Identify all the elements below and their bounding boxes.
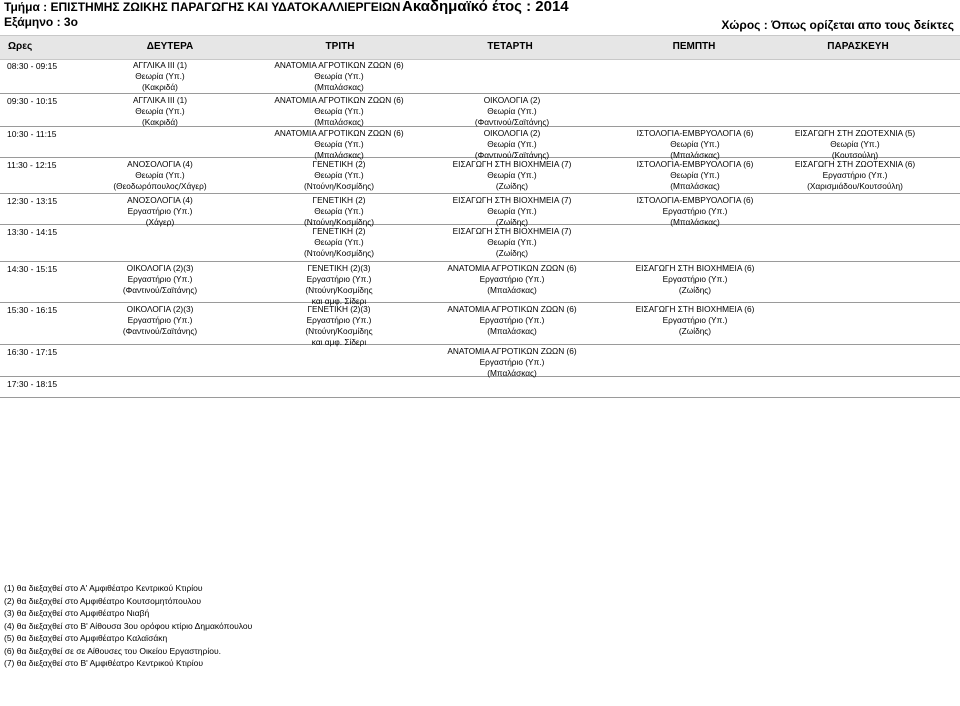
timetable-row (0, 158, 960, 194)
course-detail: Εργαστήριο (Υπ.) (306, 315, 372, 325)
course-detail: Εργαστήριο (Υπ.) (306, 274, 372, 284)
time-slot-label: 15:30 - 16:15 (7, 305, 58, 315)
course-detail: (Μπαλάσκας) (314, 82, 364, 92)
course-name: ΑΝΑΤΟΜΙΑ ΑΓΡΟΤΙΚΩΝ ΖΩΩΝ (6) (447, 346, 577, 356)
course-detail: Θεωρία (Υπ.) (487, 106, 537, 116)
footnote: (7) θα διεξαχθεί στο Β' Αμφιθέατρο Κεντρικού Κτιρίου (4, 658, 204, 668)
course-detail: (Ντούνη/Κοσμίδης) (304, 181, 374, 191)
course-name: ΕΙΣΑΓΩΓΗ ΣΤΗ ΖΩΟΤΕΧΝΙΑ (5) (794, 128, 916, 138)
class-entry-thursday (605, 159, 785, 192)
timetable-row (0, 377, 960, 398)
class-entry-wednesday (422, 346, 602, 379)
time-slot-label: 13:30 - 14:15 (7, 227, 58, 237)
course-detail: (Ζωίδης) (678, 285, 712, 295)
course-detail: (Κακριδά) (142, 117, 178, 127)
time-slot-label: 12:30 - 13:15 (7, 196, 58, 206)
class-entry-friday (765, 159, 945, 192)
course-detail: (Ντούνη/Κοσμίδης) (304, 248, 374, 258)
time-slot-label: 08:30 - 09:15 (7, 61, 58, 71)
timetable-row (0, 303, 960, 345)
class-entry-wednesday (422, 128, 602, 161)
class-entry-wednesday (422, 195, 602, 228)
course-detail: και αμφ. Σίδερι (311, 337, 367, 347)
course-detail: (Μπαλάσκας) (670, 181, 720, 191)
timetable-row (0, 59, 960, 94)
column-header-friday: ΠΑΡΑΣΚΕΥΗ (827, 41, 889, 52)
class-entry-tuesday (249, 304, 429, 348)
class-entry-tuesday (249, 128, 429, 161)
course-detail: Εργαστήριο (Υπ.) (662, 274, 728, 284)
course-detail: Θεωρία (Υπ.) (135, 170, 185, 180)
column-header-wednesday: ΤΕΤΑΡΤΗ (487, 41, 533, 52)
footnote: (3) θα διεξαχθεί στο Αμφιθέατρο Νιαβή (4, 608, 150, 618)
class-entry-wednesday (422, 95, 602, 128)
course-detail: Θεωρία (Υπ.) (314, 106, 364, 116)
course-name: ΕΙΣΑΓΩΓΗ ΣΤΗ ΒΙΟΧΗΜΕΙΑ (7) (452, 195, 572, 205)
time-slot-label: 09:30 - 10:15 (7, 96, 58, 106)
class-entry-monday (70, 263, 250, 296)
course-detail: (Μπαλάσκας) (487, 326, 537, 336)
class-entry-wednesday (422, 226, 602, 259)
course-detail: Θεωρία (Υπ.) (314, 71, 364, 81)
course-name: ΙΣΤΟΛΟΓΙΑ-ΕΜΒΡΥΟΛΟΓΙΑ (6) (636, 195, 754, 205)
class-entry-thursday (605, 195, 785, 228)
footnote: (2) θα διεξαχθεί στο Αμφιθέατρο Κουτσομητόπουλου (4, 595, 202, 606)
course-detail: (Κουτσούλη) (831, 150, 879, 160)
academic-year-label: Ακαδημαϊκό έτος : 2014 (402, 0, 569, 15)
course-name: ΑΓΓΛΙΚΑ ΙΙΙ (1) (132, 60, 188, 70)
course-name: ΕΙΣΑΓΩΓΗ ΣΤΗ ΒΙΟΧΗΜΕΙΑ (6) (635, 263, 755, 273)
course-detail: Θεωρία (Υπ.) (487, 237, 537, 247)
column-header-row (0, 35, 960, 60)
class-entry-thursday (605, 128, 785, 161)
column-header-hours: Ωρες (8, 41, 33, 52)
course-name: ΓΕΝΕΤΙΚΗ (2) (312, 159, 366, 169)
course-name: ΑΝΑΤΟΜΙΑ ΑΓΡΟΤΙΚΩΝ ΖΩΩΝ (6) (447, 304, 577, 314)
class-entry-wednesday (422, 263, 602, 296)
course-detail: (Μπαλάσκας) (487, 368, 537, 378)
class-entry-tuesday (249, 60, 429, 93)
course-name: ΕΙΣΑΓΩΓΗ ΣΤΗ ΖΩΟΤΕΧΝΙΑ (6) (794, 159, 916, 169)
course-detail: (Φαντινού/Σαϊτάνης) (474, 117, 550, 127)
semester-label: Εξάμηνο : 3ο (4, 15, 78, 29)
timetable-row (0, 262, 960, 306)
timetable-row (0, 194, 960, 225)
time-slot-label: 17:30 - 18:15 (7, 379, 58, 389)
department-title: Τμήμα : ΕΠΙΣΤΗΜΗΣ ΖΩΙΚΗΣ ΠΑΡΑΓΩΓΗΣ ΚΑΙ ΥΔΑΤΟΚΑΛΛΙΕΡΓΕΙΩΝ (4, 0, 401, 14)
course-detail: Θεωρία (Υπ.) (830, 139, 880, 149)
course-detail: Θεωρία (Υπ.) (487, 139, 537, 149)
course-name: ΟΙΚΟΛΟΓΙΑ (2) (483, 95, 541, 105)
class-entry-tuesday (249, 95, 429, 128)
course-detail: και αμφ. Σίδερι (311, 296, 367, 306)
course-name: ΑΓΓΛΙΚΑ ΙΙΙ (1) (132, 95, 188, 105)
course-name: ΙΣΤΟΛΟΓΙΑ-ΕΜΒΡΥΟΛΟΓΙΑ (6) (636, 128, 754, 138)
course-detail: (Φαντινού/Σαϊτάνης) (474, 150, 550, 160)
timetable-row (0, 127, 960, 158)
course-name: ΙΣΤΟΛΟΓΙΑ-ΕΜΒΡΥΟΛΟΓΙΑ (6) (636, 159, 754, 169)
footnote: (4) θα διεξαχθεί στο Β' Αίθουσα 3ου ορόφου κτίριο Δημακόπουλου (4, 620, 253, 631)
class-entry-tuesday (249, 159, 429, 192)
course-detail: Εργαστήριο (Υπ.) (662, 206, 728, 216)
footnote: (5) θα διεξαχθεί στο Αμφιθέατρο Καλαϊσάκη (4, 633, 168, 643)
footnote: (6) θα διεξαχθεί σε σε Αίθουσες του Οικείου Εργαστηρίου. (4, 645, 221, 656)
footnotes (4, 582, 252, 670)
class-entry-friday (765, 128, 945, 161)
course-detail: Εργαστήριο (Υπ.) (127, 274, 193, 284)
course-detail: Εργαστήριο (Υπ.) (127, 315, 193, 325)
course-detail: (Χάγερ) (145, 217, 175, 227)
course-detail: (Μπαλάσκας) (314, 117, 364, 127)
course-detail: Θεωρία (Υπ.) (135, 106, 185, 116)
class-entry-tuesday (249, 226, 429, 259)
time-slot-label: 16:30 - 17:15 (7, 347, 58, 357)
course-detail: (Μπαλάσκας) (670, 150, 720, 160)
time-slot-label: 11:30 - 12:15 (7, 160, 57, 170)
column-header-tuesday: ΤΡΙΤΗ (325, 41, 355, 52)
course-detail: (Ζωίδης) (495, 217, 529, 227)
column-header-monday: ΔΕΥΤΕΡΑ (146, 41, 194, 52)
course-detail: Θεωρία (Υπ.) (135, 71, 185, 81)
course-name: ΑΝΑΤΟΜΙΑ ΑΓΡΟΤΙΚΩΝ ΖΩΩΝ (6) (274, 95, 404, 105)
class-entry-wednesday (422, 159, 602, 192)
course-detail: Θεωρία (Υπ.) (314, 170, 364, 180)
course-detail: (Μπαλάσκας) (487, 285, 537, 295)
course-detail: (Φαντινού/Σαϊτάνης) (122, 326, 198, 336)
course-detail: (Ντούνη/Κοσμίδης (305, 326, 373, 336)
course-name: ΓΕΝΕΤΙΚΗ (2) (312, 195, 366, 205)
course-name: ΓΕΝΕΤΙΚΗ (2) (312, 226, 366, 236)
column-header-thursday: ΠΕΜΠΤΗ (672, 41, 716, 52)
class-entry-monday (70, 195, 250, 228)
class-entry-thursday (605, 304, 785, 337)
time-slot-label: 10:30 - 11:15 (7, 129, 57, 139)
room-label: Χώρος : Όπως ορίζεται απο τους δείκτες (721, 18, 954, 32)
course-detail: (Μπαλάσκας) (670, 217, 720, 227)
course-name: ΑΝΟΣΟΛΟΓΙΑ (4) (127, 195, 193, 205)
course-detail: (Μπαλάσκας) (314, 150, 364, 160)
timetable-row (0, 94, 960, 127)
course-name: ΓΕΝΕΤΙΚΗ (2)(3) (307, 263, 371, 273)
course-detail: Εργαστήριο (Υπ.) (127, 206, 193, 216)
timetable-row (0, 345, 960, 377)
timetable-row (0, 225, 960, 262)
course-detail: (Χαρισμιάδου/Κουτσούλη) (807, 181, 903, 191)
course-detail: (Ντούνη/Κοσμίδης) (304, 217, 374, 227)
course-detail: (Φαντινού/Σαϊτάνης) (122, 285, 198, 295)
course-detail: Θεωρία (Υπ.) (487, 170, 537, 180)
course-detail: (Ζωίδης) (495, 248, 529, 258)
class-entry-tuesday (249, 263, 429, 307)
course-detail: (Ντούνη/Κοσμίδης (305, 285, 373, 295)
course-name: ΕΙΣΑΓΩΓΗ ΣΤΗ ΒΙΟΧΗΜΕΙΑ (7) (452, 226, 572, 236)
course-detail: Θεωρία (Υπ.) (314, 206, 364, 216)
course-detail: Θεωρία (Υπ.) (314, 139, 364, 149)
course-detail: Εργαστήριο (Υπ.) (662, 315, 728, 325)
course-name: ΑΝΑΤΟΜΙΑ ΑΓΡΟΤΙΚΩΝ ΖΩΩΝ (6) (274, 128, 404, 138)
course-name: ΓΕΝΕΤΙΚΗ (2)(3) (307, 304, 371, 314)
course-detail: Θεωρία (Υπ.) (670, 170, 720, 180)
course-detail: (Κακριδά) (142, 82, 178, 92)
course-name: ΑΝΟΣΟΛΟΓΙΑ (4) (127, 159, 193, 169)
class-entry-monday (70, 95, 250, 128)
course-name: ΕΙΣΑΓΩΓΗ ΣΤΗ ΒΙΟΧΗΜΕΙΑ (7) (452, 159, 572, 169)
course-detail: (Θεοδωρόπουλος/Χάγερ) (113, 181, 207, 191)
course-name: ΕΙΣΑΓΩΓΗ ΣΤΗ ΒΙΟΧΗΜΕΙΑ (6) (635, 304, 755, 314)
course-detail: Εργαστήριο (Υπ.) (822, 170, 888, 180)
course-detail: Εργαστήριο (Υπ.) (479, 315, 545, 325)
course-detail: Εργαστήριο (Υπ.) (479, 357, 545, 367)
course-detail: (Ζωίδης) (678, 326, 712, 336)
course-name: ΑΝΑΤΟΜΙΑ ΑΓΡΟΤΙΚΩΝ ΖΩΩΝ (6) (447, 263, 577, 273)
course-detail: Θεωρία (Υπ.) (670, 139, 720, 149)
course-detail: Θεωρία (Υπ.) (314, 237, 364, 247)
footnote: (1) θα διεξαχθεί στο Α' Αμφιθέατρο Κεντρικού Κτιρίου (4, 583, 203, 593)
course-detail: (Ζωίδης) (495, 181, 529, 191)
time-slot-label: 14:30 - 15:15 (7, 264, 58, 274)
course-name: ΟΙΚΟΛΟΓΙΑ (2)(3) (126, 263, 194, 273)
class-entry-monday (70, 60, 250, 93)
class-entry-monday (70, 159, 250, 192)
class-entry-wednesday (422, 304, 602, 337)
class-entry-thursday (605, 263, 785, 296)
course-detail: Θεωρία (Υπ.) (487, 206, 537, 216)
course-name: ΟΙΚΟΛΟΓΙΑ (2) (483, 128, 541, 138)
class-entry-tuesday (249, 195, 429, 228)
course-name: ΑΝΑΤΟΜΙΑ ΑΓΡΟΤΙΚΩΝ ΖΩΩΝ (6) (274, 60, 404, 70)
course-detail: Εργαστήριο (Υπ.) (479, 274, 545, 284)
course-name: ΟΙΚΟΛΟΓΙΑ (2)(3) (126, 304, 194, 314)
class-entry-monday (70, 304, 250, 337)
